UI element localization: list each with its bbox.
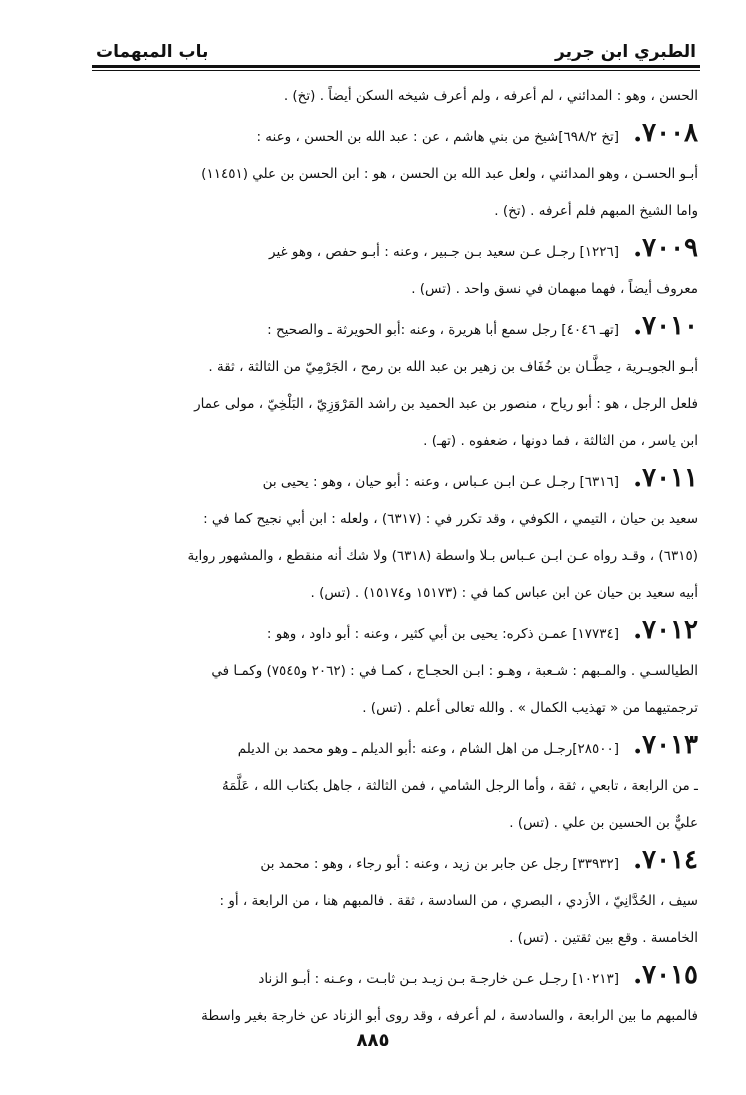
entry xyxy=(92,612,698,727)
entry-number: ٧٠١٢. xyxy=(633,615,698,645)
entry-line: [١٠٢١٣] رجـل عـن خارجـة بـن زيـد بـن ثابـت ، وعـنه : أبـو الزناد xyxy=(258,971,620,987)
entry-number: ٧٠٠٩. xyxy=(633,233,698,263)
entry-number: ٧٠١٥. xyxy=(633,960,698,990)
entry-line: ابن ياسر ، من الثالثة ، فما دونها ، ضعفوه . (تهـ) . xyxy=(423,433,698,449)
entry-line: سعيد بن حيان ، التيمي ، الكوفي ، وقد تكرر في : (٦٣١٧) ، ولعله : ابن أبي نجيح كما في : xyxy=(203,511,698,527)
entry-line: [٣٣٩٣٢] رجل عن جابر بن زيد ، وعنه : أبو رجاء ، وهو : محمد بن xyxy=(260,856,620,872)
entry xyxy=(92,842,698,957)
entry xyxy=(92,957,698,1035)
book-title: الطبري ابن جرير xyxy=(555,42,696,62)
entry-line: أبـو الجويـرية ، حِطَّـان بن خُفَاف بن زهير بن عبد الله بن رمح ، الجَرْمِيّ من الثالثة ، ثقة . xyxy=(208,359,698,375)
continuation-line: الحسن ، وهو : المدائني ، لم أعرفه ، ولم أعرف شيخه السكن أيضاً . (تخ) . xyxy=(283,88,698,104)
page-body xyxy=(92,78,698,1035)
page-number: ٨٨٥ xyxy=(356,1030,390,1051)
header-rule xyxy=(92,65,700,68)
entry-line: أبـو الحسـن ، وهو المدائني ، ولعل عبد الله بن الحسن ، هو : ابن الحسن بن علي (١١٤٥١) xyxy=(201,166,698,182)
entry-number: ٧٠١٣. xyxy=(633,730,698,760)
entry-line: أبيه سعيد بن حيان عن ابن عباس كما في : (١٥١٧٣ و١٥١٧٤) . (تس) . xyxy=(310,585,698,601)
entry xyxy=(92,727,698,842)
entry xyxy=(92,308,698,460)
entry-line: عليٌّ بن الحسين بن علي . (تس) . xyxy=(509,815,698,831)
entry-line: فالمبهم ما بين الرابعة ، والسادسة ، لم أعرفه ، وقد روى أبو الزناد عن خارجة بغير واسطة xyxy=(201,1008,698,1024)
header-rule-thin xyxy=(92,70,700,71)
running-head xyxy=(96,30,696,62)
entry-line: [تخ ٦٩٨/٢]شيخ من بني هاشم ، عن : عبد الله بن الحسن ، وعنه : xyxy=(256,129,620,145)
entry-line: (٦٣١٥) ، وقـد رواه عـن ابـن عـباس بـلا واسطة (٦٣١٨) ولا شك أنه منقطع ، والمشهور رواية xyxy=(187,548,698,564)
entry-line: [٦٣١٦] رجـل عـن ابـن عـباس ، وعنه : أبو حيان ، وهو : يحيى بن xyxy=(262,474,620,490)
entry-number: ٧٠١١. xyxy=(633,463,698,493)
entry-line: الطيالسـي . والمـبهم : شـعبة ، وهـو : ابـن الحجـاج ، كمـا في : (٢٠٦٢ و٧٥٤٥) وكمـا في xyxy=(211,663,698,679)
entry-number: ٧٠٠٨. xyxy=(633,118,698,148)
entry-line: الخامسة . وقع بين ثقتين . (تس) . xyxy=(509,930,698,946)
entry-line: واما الشيخ المبهم فلم أعرفه . (تخ) . xyxy=(494,203,698,219)
entry-line: [٢٨٥٠٠]رجـل من اهل الشام ، وعنه :أبو الديلم ـ وهو محمد بن الديلم xyxy=(237,741,620,757)
entry-number: ٧٠١٠. xyxy=(633,311,698,341)
entry xyxy=(92,115,698,230)
entry xyxy=(92,230,698,308)
entry-line: ـ من الرابعة ، تابعي ، ثقة ، وأما الرجل الشامي ، فمن الثالثة ، جاهل بكتاب الله ، عَلَّمَهُ xyxy=(222,778,698,794)
entry xyxy=(92,460,698,612)
entry-line: فلعل الرجل ، هو : أبو رياح ، منصور بن عبد الحميد بن راشد المَرْوَزِيّ ، البَلْخِيّ ، مولى عمار xyxy=(194,396,698,412)
entry-number: ٧٠١٤. xyxy=(633,845,698,875)
entry-line: سيف ، الحُدَّانِيّ ، الأزدي ، البصري ، من السادسة ، ثقة . فالمبهم هنا ، من الرابعة ، أو : xyxy=(219,893,698,909)
entry-line: ترجمتيهما من « تهذيب الكمال » . والله تعالى أعلم . (تس) . xyxy=(362,700,698,716)
entry-line: [تهـ ٤٠٤٦] رجل سمع أبا هريرة ، وعنه :أبو الحويرثة ـ والصحيح : xyxy=(267,322,620,338)
entry-line: [١٧٧٣٤] عمـن ذكره: يحيى بن أبي كثير ، وعنه : أبو داود ، وهو : xyxy=(266,626,620,642)
entry-line: معروف أيضاً ، فهما مبهمان في نسق واحد . (تس) . xyxy=(411,281,698,297)
chapter-title: باب المبهمات xyxy=(96,42,209,62)
entry-line: [١٢٢٦] رجـل عـن سعيد بـن جـبير ، وعنه : أبـو حفص ، وهو غير xyxy=(269,244,620,260)
